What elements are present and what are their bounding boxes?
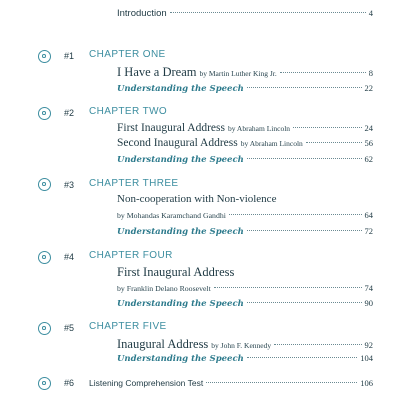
understanding-label: Understanding the Speech xyxy=(117,354,244,364)
leader-dots xyxy=(280,72,366,73)
speech-author: by John F. Kennedy xyxy=(211,341,272,350)
understanding-label: Understanding the Speech xyxy=(117,299,244,309)
cd-disc-icon[interactable] xyxy=(38,107,51,120)
page-number: 90 xyxy=(364,298,373,308)
leader-dots xyxy=(306,142,362,143)
track-number: #5 xyxy=(64,323,75,333)
leader-dots xyxy=(170,12,366,13)
speech-author: by Franklin Delano Roosevelt xyxy=(117,284,211,293)
chapter-heading: CHAPTER THREE xyxy=(89,178,179,189)
page-number: 72 xyxy=(364,226,373,236)
speech-title: First Inaugural Address xyxy=(117,122,225,134)
leader-dots xyxy=(229,214,362,215)
toc-understanding-row[interactable] xyxy=(117,83,373,94)
speech-author: by Abraham Lincoln xyxy=(227,124,291,133)
toc-entry[interactable] xyxy=(117,65,373,80)
page-number: 24 xyxy=(364,123,373,133)
speech-author: by Martin Luther King Jr. xyxy=(199,69,277,78)
leader-dots xyxy=(214,287,362,288)
toc-entry[interactable] xyxy=(89,378,373,388)
track-number: #4 xyxy=(64,252,75,262)
understanding-label: Understanding the Speech xyxy=(117,155,244,165)
speech-author: by Mohandas Karamchand Gandhi xyxy=(117,211,226,220)
speech-title: Non-cooperation with Non-violence xyxy=(117,193,277,205)
leader-dots xyxy=(293,127,361,128)
chapter-heading: CHAPTER ONE xyxy=(89,49,166,60)
page-number: 74 xyxy=(364,283,373,293)
toc-understanding-row[interactable] xyxy=(117,353,373,364)
track-number: #1 xyxy=(64,51,75,61)
page-number: 62 xyxy=(364,154,373,164)
track-number: #6 xyxy=(64,378,75,388)
leader-dots xyxy=(247,158,362,159)
toc-entry[interactable] xyxy=(117,122,373,134)
cd-disc-icon[interactable] xyxy=(38,251,51,264)
speech-title: Second Inaugural Address xyxy=(117,137,238,149)
speech-title: First Inaugural Address xyxy=(117,265,235,279)
page-number: 106 xyxy=(360,378,373,388)
cd-disc-icon[interactable] xyxy=(38,377,51,390)
leader-dots xyxy=(247,302,362,303)
track-number: #2 xyxy=(64,108,75,118)
chapter-heading: CHAPTER TWO xyxy=(89,106,168,117)
leader-dots xyxy=(206,382,357,383)
understanding-label: Understanding the Speech xyxy=(117,84,244,94)
page-number: 92 xyxy=(364,340,373,350)
intro-label: Introduction xyxy=(117,8,167,19)
page-number: 104 xyxy=(360,353,373,363)
leader-dots xyxy=(274,344,361,345)
toc-understanding-row[interactable] xyxy=(117,226,373,237)
toc-understanding-row[interactable] xyxy=(117,154,373,165)
chapter-heading: CHAPTER FOUR xyxy=(89,250,173,261)
leader-dots xyxy=(247,357,357,358)
toc-entry[interactable] xyxy=(117,210,373,220)
chapter-heading: CHAPTER FIVE xyxy=(89,321,167,332)
toc-entry[interactable] xyxy=(117,337,373,352)
cd-disc-icon[interactable] xyxy=(38,50,51,63)
speech-title: I Have a Dream xyxy=(117,65,197,79)
speech-author: by Abraham Lincoln xyxy=(240,139,303,148)
speech-title: Inaugural Address xyxy=(117,337,209,351)
page-number: 4 xyxy=(368,8,373,18)
page-number: 64 xyxy=(364,210,373,220)
toc-entry[interactable] xyxy=(117,137,373,149)
page-number: 56 xyxy=(364,138,373,148)
cd-disc-icon[interactable] xyxy=(38,322,51,335)
toc-understanding-row[interactable] xyxy=(117,298,373,309)
understanding-label: Understanding the Speech xyxy=(117,227,244,237)
listening-test-label: Listening Comprehension Test xyxy=(89,378,204,388)
page-number: 8 xyxy=(368,68,373,78)
page-number: 22 xyxy=(364,83,373,93)
leader-dots xyxy=(247,230,362,231)
track-number: #3 xyxy=(64,180,75,190)
toc-intro-row[interactable] xyxy=(117,8,373,19)
toc-entry[interactable] xyxy=(117,283,373,293)
leader-dots xyxy=(247,87,362,88)
cd-disc-icon[interactable] xyxy=(38,178,51,191)
